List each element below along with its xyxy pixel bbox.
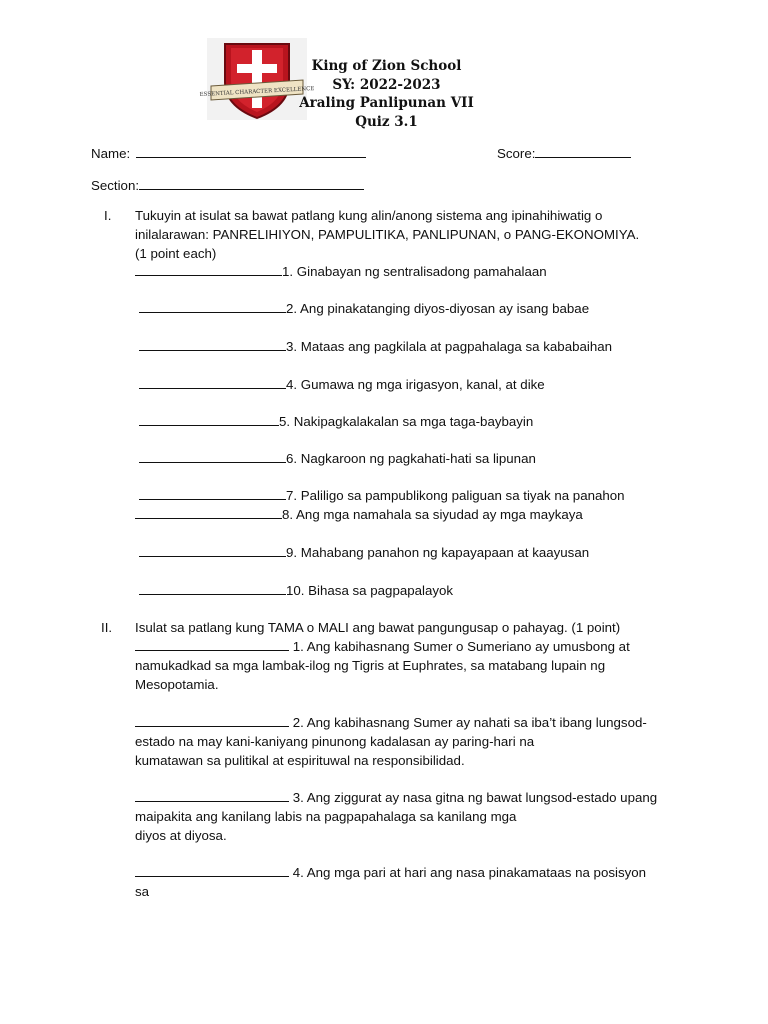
part2-instruction: Isulat sa patlang kung TAMA o MALI ang bawat pangungusap o pahayag. (1 point): [135, 620, 621, 635]
item-text-cont: kumatawan sa pulitikal at espirituwal na responsibilidad.: [135, 753, 465, 768]
part1-item: [139, 377, 545, 392]
part2-item: [135, 863, 675, 901]
part1-item: [139, 488, 625, 503]
part2-item: [135, 713, 680, 770]
score-label: Score:: [497, 146, 536, 161]
answer-blank[interactable]: [135, 715, 289, 727]
part1-item: [139, 545, 589, 560]
section-label: Section:: [91, 178, 140, 193]
item-text: 4. Gumawa ng mga irigasyon, kanal, at dike: [286, 377, 545, 392]
item-text-cont: estado na may kani-kaniyang pinunong kadalasan ay paring-hari na: [135, 734, 535, 749]
item-text: 2. Ang pinakatanging diyos-diyosan ay isang babae: [286, 301, 590, 316]
item-text-cont: namukadkad sa mga lambak-ilog ng Tigris at Euphrates, sa matabang lupain ng: [135, 658, 606, 673]
part1-instruction-line: inilalarawan: PANRELIHIYON, PAMPULITIKA, PANLIPUNAN, o PANG-EKONOMIYA.: [135, 227, 640, 242]
part1-numeral: I.: [104, 208, 112, 223]
school-name: King of Zion School: [311, 58, 462, 74]
name-blank[interactable]: [136, 145, 366, 158]
part1-item: [139, 339, 612, 354]
item-text: 8. Ang mga namahala sa siyudad ay mga maykaya: [282, 507, 583, 522]
answer-blank[interactable]: [139, 583, 286, 595]
part1-instruction-line: Tukuyin at isulat sa bawat patlang kung alin/anong sistema ang ipinahihiwatig o: [135, 208, 603, 223]
part1-instruction-line: (1 point each): [135, 246, 217, 261]
answer-blank[interactable]: [135, 790, 289, 802]
logo-banner-text: ESSENTIAL CHARACTER EXCELLENCE: [199, 85, 315, 98]
part2-numeral: II.: [101, 620, 113, 635]
item-text: 10. Bihasa sa pagpapalayok: [286, 583, 454, 598]
answer-blank[interactable]: [135, 264, 282, 276]
answer-blank[interactable]: [135, 639, 289, 651]
answer-blank[interactable]: [135, 865, 289, 877]
part1-item: [139, 414, 533, 429]
answer-blank[interactable]: [139, 545, 286, 557]
part1-instruction: [135, 206, 675, 263]
score-blank[interactable]: [535, 145, 631, 158]
section-field: [91, 177, 364, 193]
part1-item: [135, 507, 583, 522]
item-text: 4. Ang mga pari at hari ang nasa pinakamataas na posisyon: [289, 865, 647, 880]
score-field: [497, 145, 631, 161]
item-text: 3. Ang ziggurat ay nasa gitna ng bawat lungsod-estado upang: [289, 790, 658, 805]
answer-blank[interactable]: [139, 377, 286, 389]
item-text-cont: maipakita ang kanilang labis na pagpapahalaga sa kanilang mga: [135, 809, 517, 824]
part1-item: [139, 583, 453, 598]
item-text: 1. Ginabayan ng sentralisadong pamahalaan: [282, 264, 547, 279]
quiz-title: Quiz 3.1: [355, 113, 418, 130]
part1-item: [135, 264, 547, 279]
item-text: 7. Paliligo sa pampublikong paliguan sa tiyak na panahon: [286, 488, 625, 503]
answer-blank[interactable]: [139, 488, 286, 500]
answer-blank[interactable]: [139, 301, 286, 313]
part1-item: [139, 451, 536, 466]
answer-blank[interactable]: [139, 414, 279, 426]
answer-blank[interactable]: [135, 507, 282, 519]
subject-title: Araling Panlipunan VII: [299, 95, 474, 111]
item-text-cont: diyos at diyosa.: [135, 828, 227, 843]
item-text: 2. Ang kabihasnang Sumer ay nahati sa iba’t ibang lungsod-: [289, 715, 647, 730]
answer-blank[interactable]: [139, 339, 286, 351]
section-blank[interactable]: [139, 177, 364, 190]
item-text: 1. Ang kabihasnang Sumer o Sumeriano ay umusbong at: [289, 639, 630, 654]
item-text-cont: sa: [135, 884, 150, 899]
name-label: Name:: [91, 146, 131, 161]
item-text-cont: Mesopotamia.: [135, 677, 219, 692]
item-text: 5. Nakipagkalakalan sa mga taga-baybayin: [279, 414, 534, 429]
item-text: 6. Nagkaroon ng pagkahati-hati sa lipunan: [286, 451, 536, 466]
answer-blank[interactable]: [139, 451, 286, 463]
part2-item: [135, 637, 675, 694]
quiz-header: [290, 57, 483, 131]
part2-item: [135, 788, 695, 845]
item-text: 9. Mahabang panahon ng kapayapaan at kaayusan: [286, 545, 590, 560]
name-field: [91, 145, 366, 161]
school-year: SY: 2022-2023: [332, 76, 441, 93]
item-text: 3. Mataas ang pagkilala at pagpahalaga sa kababaihan: [286, 339, 613, 354]
part1-item: [139, 301, 589, 316]
